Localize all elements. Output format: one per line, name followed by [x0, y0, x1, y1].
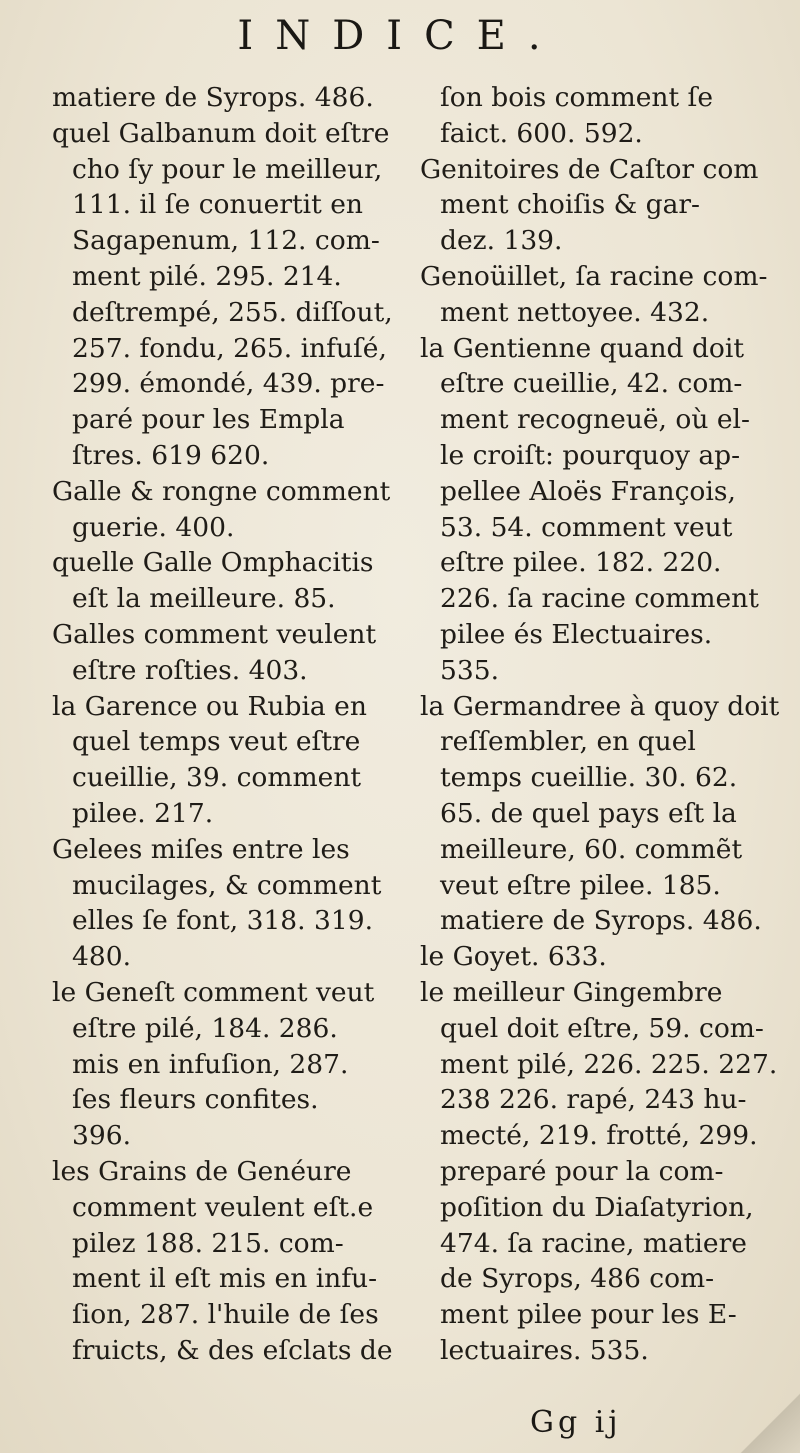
- index-entry-line: deſtrempé, 255. diſſout,: [72, 296, 393, 328]
- signature-mark: Gg ij: [530, 1405, 622, 1440]
- index-entry-line: la Garence ou Rubia en: [52, 690, 367, 722]
- index-entry-line: quel Galbanum doit eſtre: [52, 117, 390, 149]
- index-entry-line: ſon bois comment ſe: [440, 82, 714, 113]
- index-entry-line: eſtre cueillie, 42. com-: [440, 368, 743, 400]
- index-entry-line: 257. fondu, 265. infuſé,: [72, 332, 387, 364]
- index-entry-line: dez. 139.: [440, 225, 563, 257]
- index-entry-line: eſtre pilee. 182. 220.: [440, 547, 722, 579]
- index-entry-line: comment veulent eſt.e: [72, 1191, 374, 1223]
- index-entry-line: eſtre roſties. 403.: [72, 654, 308, 686]
- index-entry-line: paré pour les Empla: [72, 404, 345, 436]
- index-entry-line: Genitoires de Caſtor com: [420, 153, 759, 185]
- index-entry-line: eſt la meilleure. 85.: [72, 583, 336, 615]
- index-entry-line: quelle Galle Omphacitis: [52, 547, 374, 579]
- index-entry-line: 535.: [440, 654, 500, 686]
- index-entry-line: ment pilé. 295. 214.: [72, 260, 342, 292]
- index-entry-line: 396.: [72, 1120, 132, 1152]
- index-entry-line: eſtre pilé, 184. 286.: [72, 1012, 338, 1044]
- index-entry-line: les Grains de Genéure: [52, 1155, 352, 1187]
- index-entry-line: quel temps veut eſtre: [72, 726, 361, 758]
- index-entry-line: cho ſy pour le meilleur,: [72, 153, 383, 185]
- index-entry-line: lectuaires. 535.: [440, 1334, 649, 1366]
- index-entry-line: la Gentienne quand doit: [420, 332, 744, 364]
- index-entry-line: quel doit eſtre, 59. com-: [440, 1012, 764, 1044]
- index-entry-line: le Geneſt comment veut: [52, 976, 375, 1008]
- index-entry-line: mecté, 219. frotté, 299.: [440, 1120, 758, 1152]
- index-entry-line: le Goyet. 633.: [420, 941, 607, 973]
- page-corner-fold: [740, 1363, 800, 1453]
- index-entry-line: ment il eſt mis en infu-: [72, 1263, 378, 1295]
- index-entry-line: ſes fleurs confites.: [72, 1084, 319, 1116]
- index-entry-line: ment choiſis & gar-: [440, 189, 700, 221]
- index-entry-line: Galles comment veulent: [52, 618, 377, 650]
- index-entry-line: ment pilé, 226. 225. 227.: [440, 1048, 778, 1080]
- index-entry-line: faict. 600. 592.: [440, 117, 643, 149]
- index-entry-line: de Syrops, 486 com-: [440, 1263, 715, 1295]
- index-entry-line: ſtres. 619 620.: [72, 439, 270, 471]
- index-entry-line: le croiſt: pourquoy ap-: [440, 439, 741, 471]
- index-entry-line: reſſembler, en quel: [440, 726, 696, 758]
- index-entry-line: 480.: [72, 941, 132, 973]
- index-entry-line: ment recogneuë, où el-: [440, 404, 750, 436]
- index-entry-line: mucilages, & comment: [72, 869, 382, 901]
- index-entry-line: 226. ſa racine comment: [440, 583, 759, 615]
- index-entry-line: fruicts, & des eſclats de: [72, 1334, 393, 1366]
- index-entry-line: cueillie, 39. comment: [72, 762, 362, 794]
- index-entry-line: Genoüillet, ſa racine com-: [420, 260, 768, 292]
- index-entry-line: 53. 54. comment veut: [440, 511, 733, 543]
- index-entry-line: matiere de Syrops. 486.: [52, 82, 374, 113]
- index-entry-line: la Germandree à quoy doit: [420, 690, 780, 722]
- index-entry-line: pellee Aloës François,: [440, 475, 736, 507]
- index-entry-line: pilee. 217.: [72, 797, 214, 829]
- index-column-right: [420, 80, 780, 1369]
- index-entry-line: Gelees miſes entre les: [52, 833, 350, 865]
- index-entry-line: poſition du Diaſatyrion,: [440, 1191, 754, 1223]
- index-entry-line: 299. émondé, 439. pre-: [72, 368, 385, 400]
- page-header: INDICE.: [237, 13, 563, 59]
- index-entry-line: meilleure, 60. commẽt: [440, 833, 743, 865]
- index-entry-line: pilee és Electuaires.: [440, 618, 713, 650]
- index-entry-line: ſion, 287. l'huile de ſes: [72, 1299, 379, 1331]
- index-entry-line: 474. ſa racine, matiere: [440, 1227, 747, 1259]
- index-entry-line: 111. il ſe conuertit en: [72, 189, 363, 221]
- index-entry-line: mis en infuſion, 287.: [72, 1048, 349, 1080]
- index-entry-line: 238 226. rapé, 243 hu-: [440, 1084, 747, 1116]
- index-entry-line: Sagapenum, 112. com-: [72, 225, 380, 257]
- index-entry-line: guerie. 400.: [72, 511, 235, 543]
- index-entry-line: matiere de Syrops. 486.: [440, 905, 762, 937]
- index-entry-line: ment pilee pour les E-: [440, 1299, 737, 1331]
- index-entry-line: temps cueillie. 30. 62.: [440, 762, 738, 794]
- index-entry-line: veut eſtre pilee. 185.: [440, 869, 721, 901]
- index-entry-line: elles ſe font, 318. 319.: [72, 905, 374, 937]
- index-entry-line: 65. de quel pays eſt la: [440, 797, 737, 829]
- index-column-left: [52, 80, 393, 1369]
- index-entry-line: pilez 188. 215. com-: [72, 1227, 344, 1259]
- index-entry-line: ment nettoyee. 432.: [440, 296, 710, 328]
- index-entry-line: Galle & rongne comment: [52, 475, 391, 507]
- index-entry-line: le meilleur Gingembre: [420, 976, 723, 1008]
- index-entry-line: preparé pour la com-: [440, 1155, 724, 1187]
